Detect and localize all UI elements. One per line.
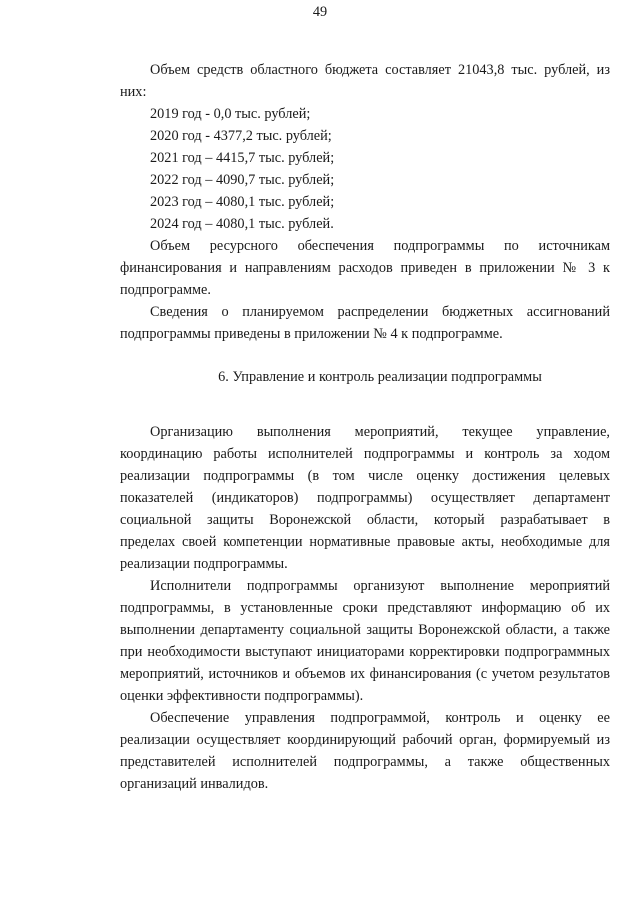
section-p1-line-2: координацию работы исполнителей подпрограммы и контроль за ходом xyxy=(120,446,610,462)
document-body xyxy=(120,59,610,795)
section-p2-line-4: при необходимости выступают инициаторами корректировки подпрограммных xyxy=(120,644,610,660)
distribution-paragraph-line-2: подпрограммы приведены в приложении № 4 к подпрограмме. xyxy=(120,326,503,342)
page-number: 49 xyxy=(312,4,328,20)
budget-year-2023: 2023 год – 4080,1 тыс. рублей; xyxy=(150,194,335,210)
section-p2-line-5: мероприятий, источников и объемов их финансирования (с учетом результатов xyxy=(120,666,610,682)
section-p3-line-3: представителей исполнителей подпрограммы, а также общественных xyxy=(120,754,610,770)
section-p2-line-6: оценки эффективности подпрограммы). xyxy=(120,688,364,704)
section-p1-line-5: социальной защиты Воронежской области, который разрабатывает в xyxy=(120,512,610,528)
budget-intro-line-1: Объем средств областного бюджета составляет 21043,8 тыс. рублей, из xyxy=(150,62,610,78)
budget-year-2021: 2021 год – 4415,7 тыс. рублей; xyxy=(150,150,335,166)
section-p2-line-3: выполнении департаменту социальной защиты Воронежской области, а также xyxy=(120,622,610,638)
resource-paragraph-line-3: подпрограмме. xyxy=(120,282,211,298)
budget-intro-line-2: них: xyxy=(120,84,147,100)
section-p2-line-2: подпрограммы, в установленные сроки представляют информацию об их xyxy=(120,600,610,616)
budget-year-2024: 2024 год – 4080,1 тыс. рублей. xyxy=(150,216,334,232)
resource-paragraph-line-1: Объем ресурсного обеспечения подпрограммы по источникам xyxy=(150,238,610,254)
budget-year-2020: 2020 год - 4377,2 тыс. рублей; xyxy=(150,128,332,144)
section-p1-line-1: Организацию выполнения мероприятий, текущее управление, xyxy=(150,424,610,440)
distribution-paragraph-line-1: Сведения о планируемом распределении бюджетных ассигнований xyxy=(150,304,610,320)
section-p2-line-1: Исполнители подпрограммы организуют выполнение мероприятий xyxy=(150,578,610,594)
section-p1-line-3: реализации подпрограммы (в том числе оценку достижения целевых xyxy=(120,468,610,484)
section-p1-line-7: реализации подпрограммы. xyxy=(120,556,288,572)
budget-year-2019: 2019 год - 0,0 тыс. рублей; xyxy=(150,106,311,122)
section-p1-line-6: пределах своей компетенции нормативные правовые акты, необходимые для xyxy=(120,534,610,550)
budget-year-2022: 2022 год – 4090,7 тыс. рублей; xyxy=(150,172,335,188)
section-p1-line-4: показателей (индикаторов) подпрограммы) осуществляет департамент xyxy=(120,490,610,506)
section-heading: 6. Управление и контроль реализации подпрограммы xyxy=(218,369,542,385)
section-p3-line-2: реализации осуществляет координирующий рабочий орган, формируемый из xyxy=(120,732,610,748)
resource-paragraph-line-2: финансирования и направлениям расходов приведен в приложении № 3 к xyxy=(120,260,610,276)
section-p3-line-1: Обеспечение управления подпрограммой, контроль и оценку ее xyxy=(150,710,610,726)
section-p3-line-4: организаций инвалидов. xyxy=(120,776,269,792)
